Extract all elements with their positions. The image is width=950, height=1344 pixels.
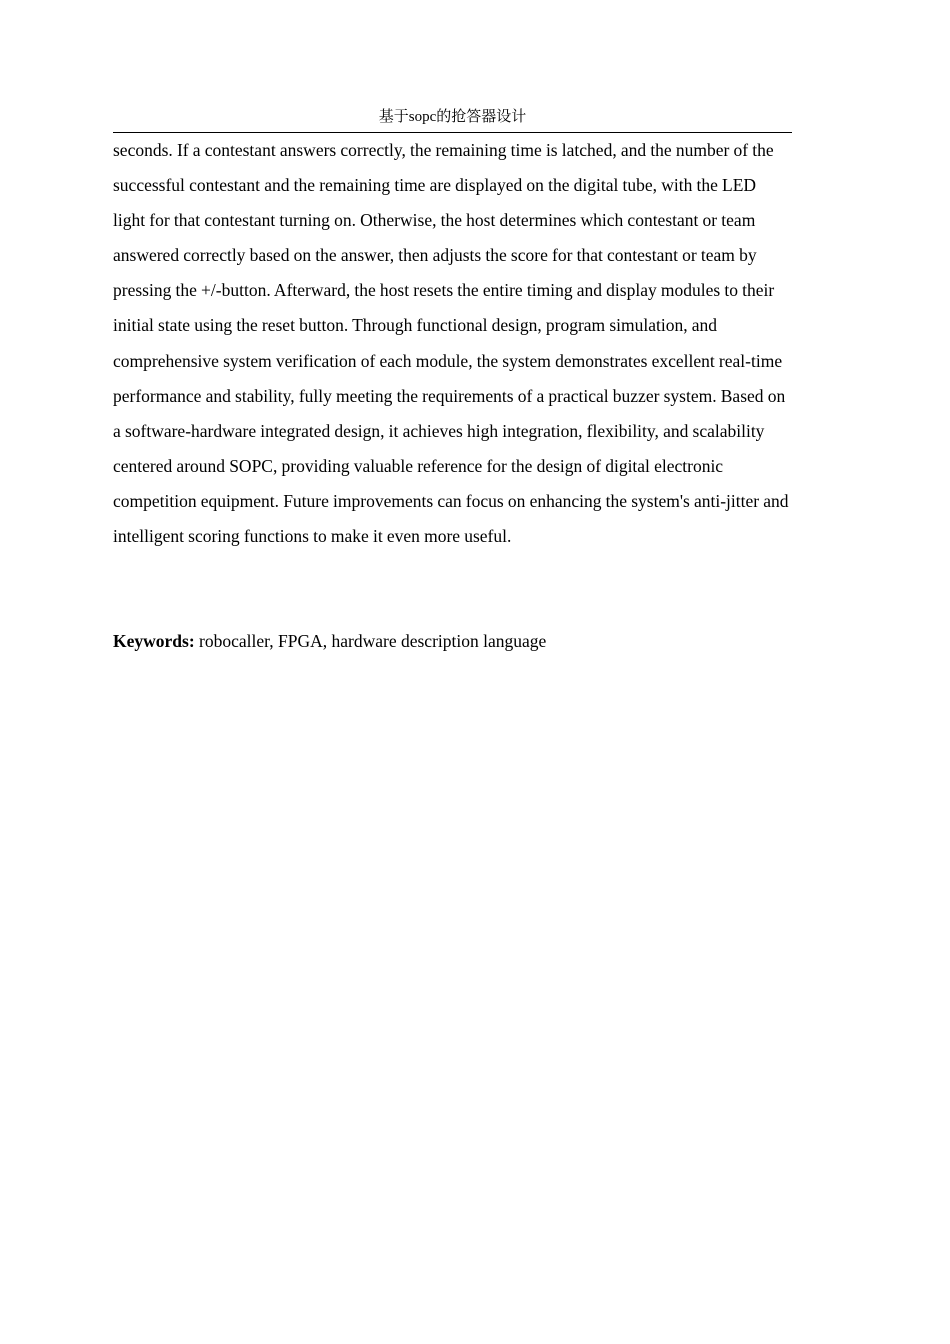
keywords-list: robocaller, FPGA, hardware description language (194, 631, 547, 651)
abstract-paragraph: seconds. If a contestant answers correctly, the remaining time is latched, and the number of the successful contestant and the remaining time are displayed on the digital tube, with the LED light for that contestant turning on. Otherwise, the host determines which contestant or team answered correctly based on the answer, then adjusts the score for that contestant or team by pressing the +/-button. Afterward, the host resets the entire timing and display modules to their initial state using the reset button. Through functional design, program simulation, and comprehensive system verification of each module, the system demonstrates excellent real-time performance and stability, fully meeting the requirements of a practical buzzer system. Based on a software-hardware integrated design, it achieves high integration, flexibility, and scalability centered around SOPC, providing valuable reference for the design of digital electronic competition equipment. Future improvements can focus on enhancing the system's anti-jitter and intelligent scoring functions to make it even more useful. (113, 140, 789, 547)
page-header (113, 106, 792, 133)
keywords-line (113, 624, 792, 659)
keywords-label: Keywords: (113, 631, 195, 651)
header-title: 基于sopc的抢答器设计 (378, 109, 527, 125)
